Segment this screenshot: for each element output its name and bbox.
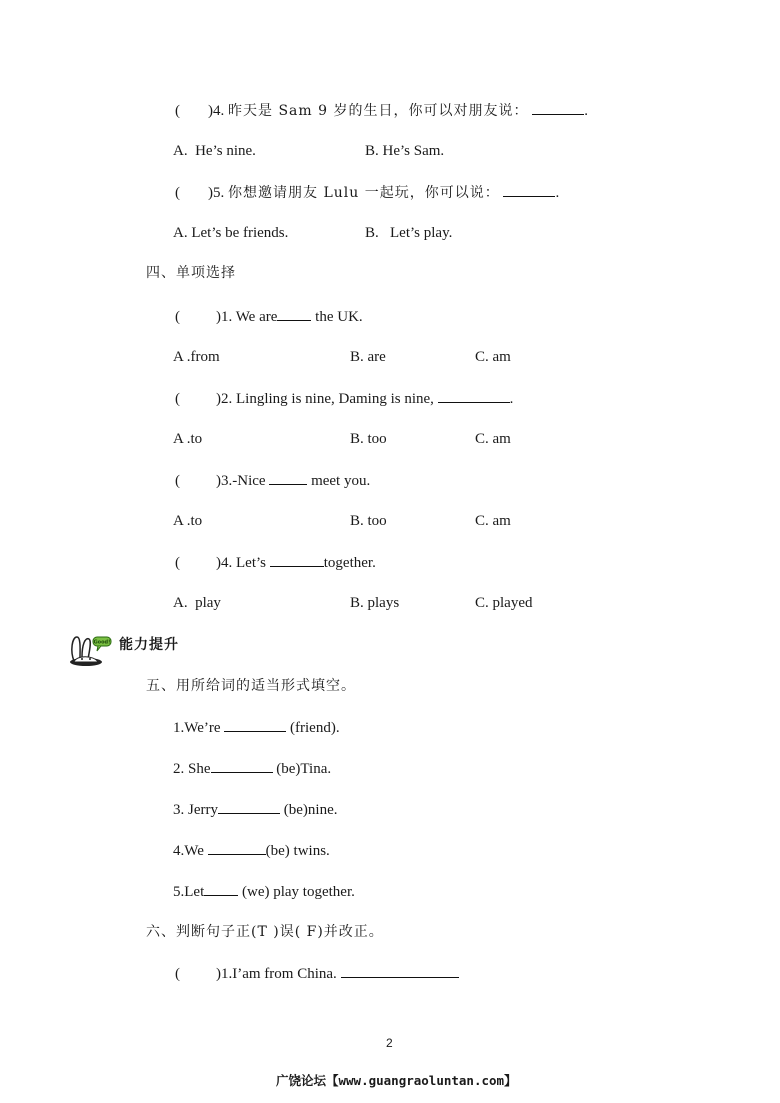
option-b: B. He’s Sam. — [365, 143, 445, 159]
item-hint: (be) twins. — [265, 843, 330, 859]
option-c: C. am — [475, 349, 511, 365]
answer-blank — [211, 759, 273, 773]
item-text: 5.Let — [173, 884, 205, 900]
option-a: A. Let’s be friends. — [173, 225, 289, 241]
option-a: A .to — [173, 431, 203, 447]
fill-item-1 — [173, 718, 340, 737]
answer-paren: ( — [175, 309, 180, 325]
question-4-4 — [175, 553, 376, 572]
answer-blank — [503, 183, 555, 197]
question-number: )5. — [208, 185, 225, 201]
question-number: )4. — [208, 103, 225, 119]
section-5-title: 五、用所给词的适当形式填空。 — [146, 678, 356, 694]
question-3-5 — [175, 183, 559, 202]
question-text: )3.-Nice — [216, 473, 270, 489]
question-text: 昨天是 Sam 9 岁的生日，你可以对朋友说： — [228, 103, 529, 119]
fill-item-2 — [173, 759, 331, 778]
answer-blank — [277, 307, 311, 321]
answer-paren: ( — [175, 391, 180, 407]
question-text: )2. Lingling is nine, Daming is nine, — [216, 391, 438, 407]
item-hint: (be)nine. — [280, 802, 338, 818]
answer-blank — [269, 471, 307, 485]
section-6-title: 六、判断句子正(T )误( F)并改正。 — [146, 924, 384, 940]
answer-paren: ( — [175, 473, 180, 489]
question-text-end: meet you. — [307, 473, 371, 489]
question-4-3 — [175, 471, 370, 490]
correction-blank — [341, 964, 459, 978]
answer-paren: ( — [175, 103, 180, 119]
answer-paren: ( — [175, 966, 180, 982]
answer-blank — [438, 389, 510, 403]
fill-item-3 — [173, 800, 337, 819]
option-b: B. are — [350, 349, 386, 365]
option-b: B. too — [350, 513, 387, 529]
question-text: )4. Let’s — [216, 555, 270, 571]
option-a: A. He’s nine. — [173, 143, 256, 159]
option-c: C. am — [475, 513, 511, 529]
rabbit-good-icon — [68, 631, 116, 667]
section-4-title: 四、单项选择 — [146, 265, 236, 281]
question-text: 你想邀请朋友 Lulu 一起玩，你可以说： — [228, 185, 500, 201]
page-number: 2 — [386, 1036, 393, 1050]
option-c: C. am — [475, 431, 511, 447]
item-hint: (be)Tina. — [272, 761, 332, 777]
option-c: C. played — [475, 595, 533, 611]
item-hint: (we) play together. — [238, 884, 355, 900]
answer-blank — [218, 800, 280, 814]
option-b: B. Let’s play. — [365, 225, 453, 241]
answer-blank — [532, 101, 584, 115]
item-text: 2. She — [173, 761, 211, 777]
answer-blank — [204, 882, 238, 896]
punct: . — [555, 185, 560, 201]
question-text-end: . — [509, 391, 514, 407]
item-hint: (friend). — [286, 720, 340, 736]
question-3-4 — [175, 101, 588, 120]
fill-item-4 — [173, 841, 330, 860]
item-text: 1.We’re — [173, 720, 225, 736]
option-a: A. play — [173, 595, 221, 611]
badge-text: Good! — [93, 639, 111, 646]
question-text: )1. We are — [216, 309, 278, 325]
punct: . — [584, 103, 588, 119]
answer-blank — [208, 841, 266, 855]
question-text: )1.I’am from China. — [216, 966, 341, 982]
footer-watermark: 广饶论坛【www.guangraoluntan.com】 — [276, 1073, 517, 1088]
question-text-end: together. — [323, 555, 376, 571]
option-b: B. too — [350, 431, 387, 447]
fill-item-5 — [173, 882, 355, 901]
option-a: A .to — [173, 513, 203, 529]
option-a: A .from — [173, 349, 220, 365]
answer-blank — [270, 553, 324, 567]
answer-blank — [224, 718, 286, 732]
item-text: 4.We — [173, 843, 208, 859]
answer-paren: ( — [175, 185, 180, 201]
question-4-2 — [175, 389, 513, 408]
item-text: 3. Jerry — [173, 802, 218, 818]
question-6-1 — [175, 964, 459, 983]
answer-paren: ( — [175, 555, 180, 571]
option-b: B. plays — [350, 595, 400, 611]
ability-header: 能力提升 — [119, 637, 179, 653]
question-4-1 — [175, 307, 363, 326]
question-text-end: the UK. — [311, 309, 363, 325]
